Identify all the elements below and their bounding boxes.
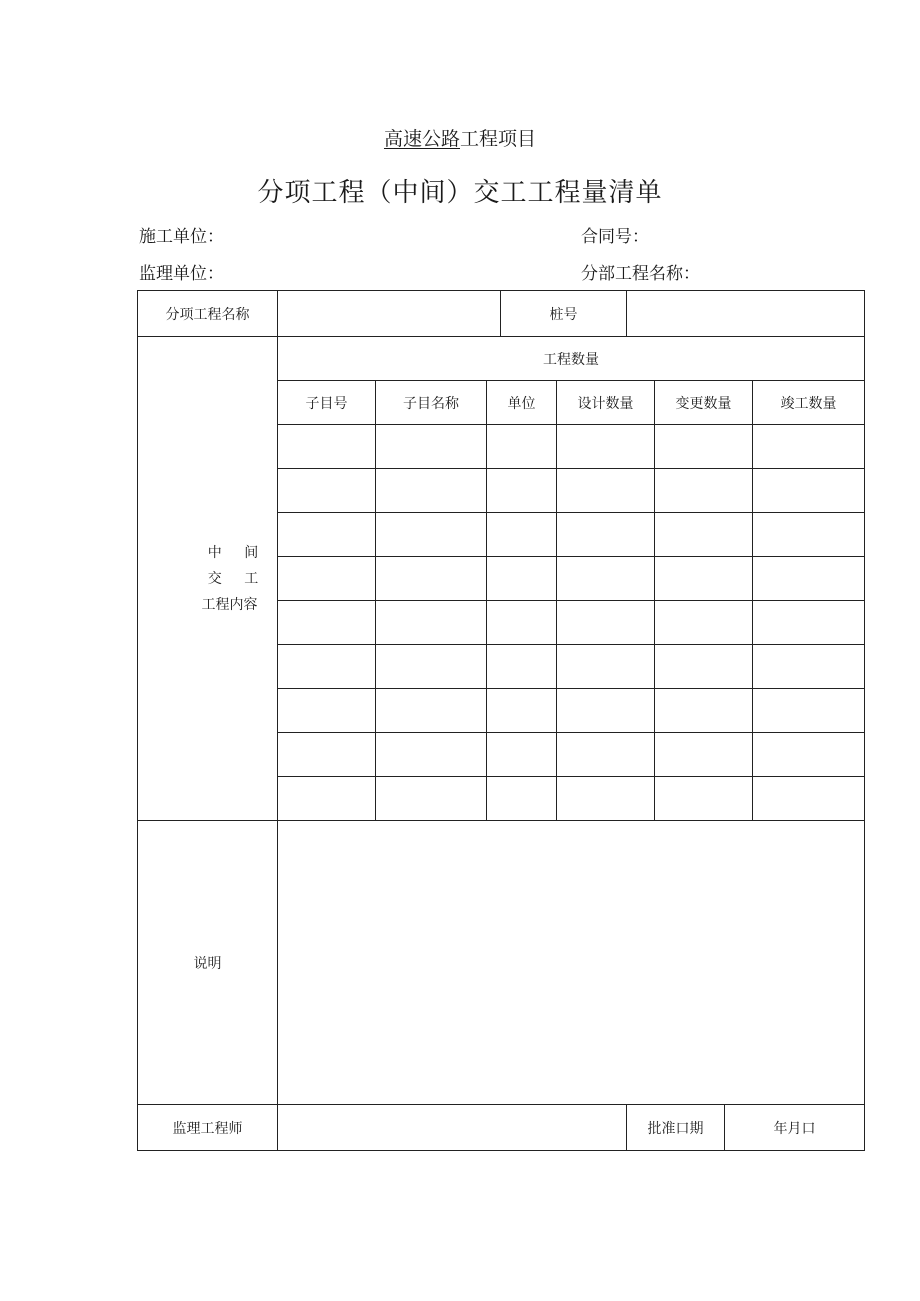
approval-date-label: 批准口期 bbox=[627, 1105, 725, 1151]
contractor-label: 施工单位： bbox=[139, 227, 224, 247]
cell-item-name[interactable] bbox=[376, 645, 487, 689]
cell-unit[interactable] bbox=[487, 513, 557, 557]
cell-completed-qty[interactable] bbox=[753, 425, 865, 469]
cell-design-qty[interactable] bbox=[557, 733, 655, 777]
cell-item-no[interactable] bbox=[278, 469, 376, 513]
cell-change-qty[interactable] bbox=[655, 469, 753, 513]
col-header-completed-qty: 竣工数量 bbox=[753, 381, 865, 425]
cell-completed-qty[interactable] bbox=[753, 689, 865, 733]
cell-item-name[interactable] bbox=[376, 601, 487, 645]
engineer-field[interactable] bbox=[278, 1105, 627, 1151]
cell-item-no[interactable] bbox=[278, 733, 376, 777]
col-header-unit: 单位 bbox=[487, 381, 557, 425]
item-name-field[interactable] bbox=[278, 291, 501, 337]
item-name-label: 分项工程名称 bbox=[138, 291, 278, 337]
cell-design-qty[interactable] bbox=[557, 425, 655, 469]
col-header-item-name: 子目名称 bbox=[376, 381, 487, 425]
cell-change-qty[interactable] bbox=[655, 601, 753, 645]
project-header-rest: 工程项目 bbox=[460, 128, 537, 150]
notes-label: 说明 bbox=[138, 821, 278, 1105]
cell-item-no[interactable] bbox=[278, 513, 376, 557]
item-name-row bbox=[138, 291, 865, 337]
col-header-item-no: 子目号 bbox=[278, 381, 376, 425]
project-type-underlined: 高速公路 bbox=[383, 128, 460, 150]
cell-change-qty[interactable] bbox=[655, 645, 753, 689]
engineer-label: 监理工程师 bbox=[138, 1105, 278, 1151]
cell-design-qty[interactable] bbox=[557, 513, 655, 557]
cell-unit[interactable] bbox=[487, 425, 557, 469]
cell-completed-qty[interactable] bbox=[753, 557, 865, 601]
section-label bbox=[138, 540, 277, 618]
cell-item-no[interactable] bbox=[278, 777, 376, 821]
cell-design-qty[interactable] bbox=[557, 469, 655, 513]
signature-row bbox=[138, 1105, 865, 1151]
project-header bbox=[0, 124, 920, 151]
section-label-line1: 中 间 交 工 bbox=[207, 544, 268, 587]
approval-date-field[interactable]: 年月口 bbox=[725, 1105, 865, 1151]
cell-change-qty[interactable] bbox=[655, 425, 753, 469]
cell-item-name[interactable] bbox=[376, 557, 487, 601]
cell-completed-qty[interactable] bbox=[753, 777, 865, 821]
cell-item-no[interactable] bbox=[278, 601, 376, 645]
cell-change-qty[interactable] bbox=[655, 557, 753, 601]
cell-unit[interactable] bbox=[487, 777, 557, 821]
cell-item-no[interactable] bbox=[278, 425, 376, 469]
quantity-table bbox=[137, 290, 865, 1151]
cell-item-name[interactable] bbox=[376, 689, 487, 733]
col-header-design-qty: 设计数量 bbox=[557, 381, 655, 425]
cell-design-qty[interactable] bbox=[557, 601, 655, 645]
cell-completed-qty[interactable] bbox=[753, 601, 865, 645]
station-field[interactable] bbox=[627, 291, 865, 337]
cell-design-qty[interactable] bbox=[557, 557, 655, 601]
cell-change-qty[interactable] bbox=[655, 513, 753, 557]
cell-completed-qty[interactable] bbox=[753, 513, 865, 557]
cell-completed-qty[interactable] bbox=[753, 733, 865, 777]
cell-change-qty[interactable] bbox=[655, 689, 753, 733]
cell-item-name[interactable] bbox=[376, 425, 487, 469]
cell-item-no[interactable] bbox=[278, 557, 376, 601]
cell-completed-qty[interactable] bbox=[753, 469, 865, 513]
quantities-header-row bbox=[138, 337, 865, 381]
cell-design-qty[interactable] bbox=[557, 689, 655, 733]
quantities-header: 工程数量 bbox=[278, 337, 865, 381]
station-label: 桩号 bbox=[501, 291, 627, 337]
supervisor-label: 监理单位： bbox=[139, 264, 224, 284]
cell-item-no[interactable] bbox=[278, 645, 376, 689]
cell-change-qty[interactable] bbox=[655, 733, 753, 777]
cell-item-name[interactable] bbox=[376, 469, 487, 513]
contract-no-label: 合同号： bbox=[581, 227, 649, 247]
cell-change-qty[interactable] bbox=[655, 777, 753, 821]
cell-unit[interactable] bbox=[487, 689, 557, 733]
cell-item-name[interactable] bbox=[376, 777, 487, 821]
cell-unit[interactable] bbox=[487, 601, 557, 645]
cell-completed-qty[interactable] bbox=[753, 645, 865, 689]
cell-unit[interactable] bbox=[487, 733, 557, 777]
cell-design-qty[interactable] bbox=[557, 777, 655, 821]
notes-row bbox=[138, 821, 865, 1105]
cell-unit[interactable] bbox=[487, 557, 557, 601]
notes-field[interactable] bbox=[278, 821, 865, 1105]
cell-item-no[interactable] bbox=[278, 689, 376, 733]
cell-item-name[interactable] bbox=[376, 513, 487, 557]
section-label-cell bbox=[138, 337, 278, 821]
cell-unit[interactable] bbox=[487, 469, 557, 513]
col-header-change-qty: 变更数量 bbox=[655, 381, 753, 425]
division-name-label: 分部工程名称： bbox=[581, 264, 700, 284]
cell-unit[interactable] bbox=[487, 645, 557, 689]
cell-item-name[interactable] bbox=[376, 733, 487, 777]
cell-design-qty[interactable] bbox=[557, 645, 655, 689]
section-label-line2: 工程内容 bbox=[201, 596, 258, 613]
document-title: 分项工程（中间）交工工程量清单 bbox=[257, 178, 663, 208]
